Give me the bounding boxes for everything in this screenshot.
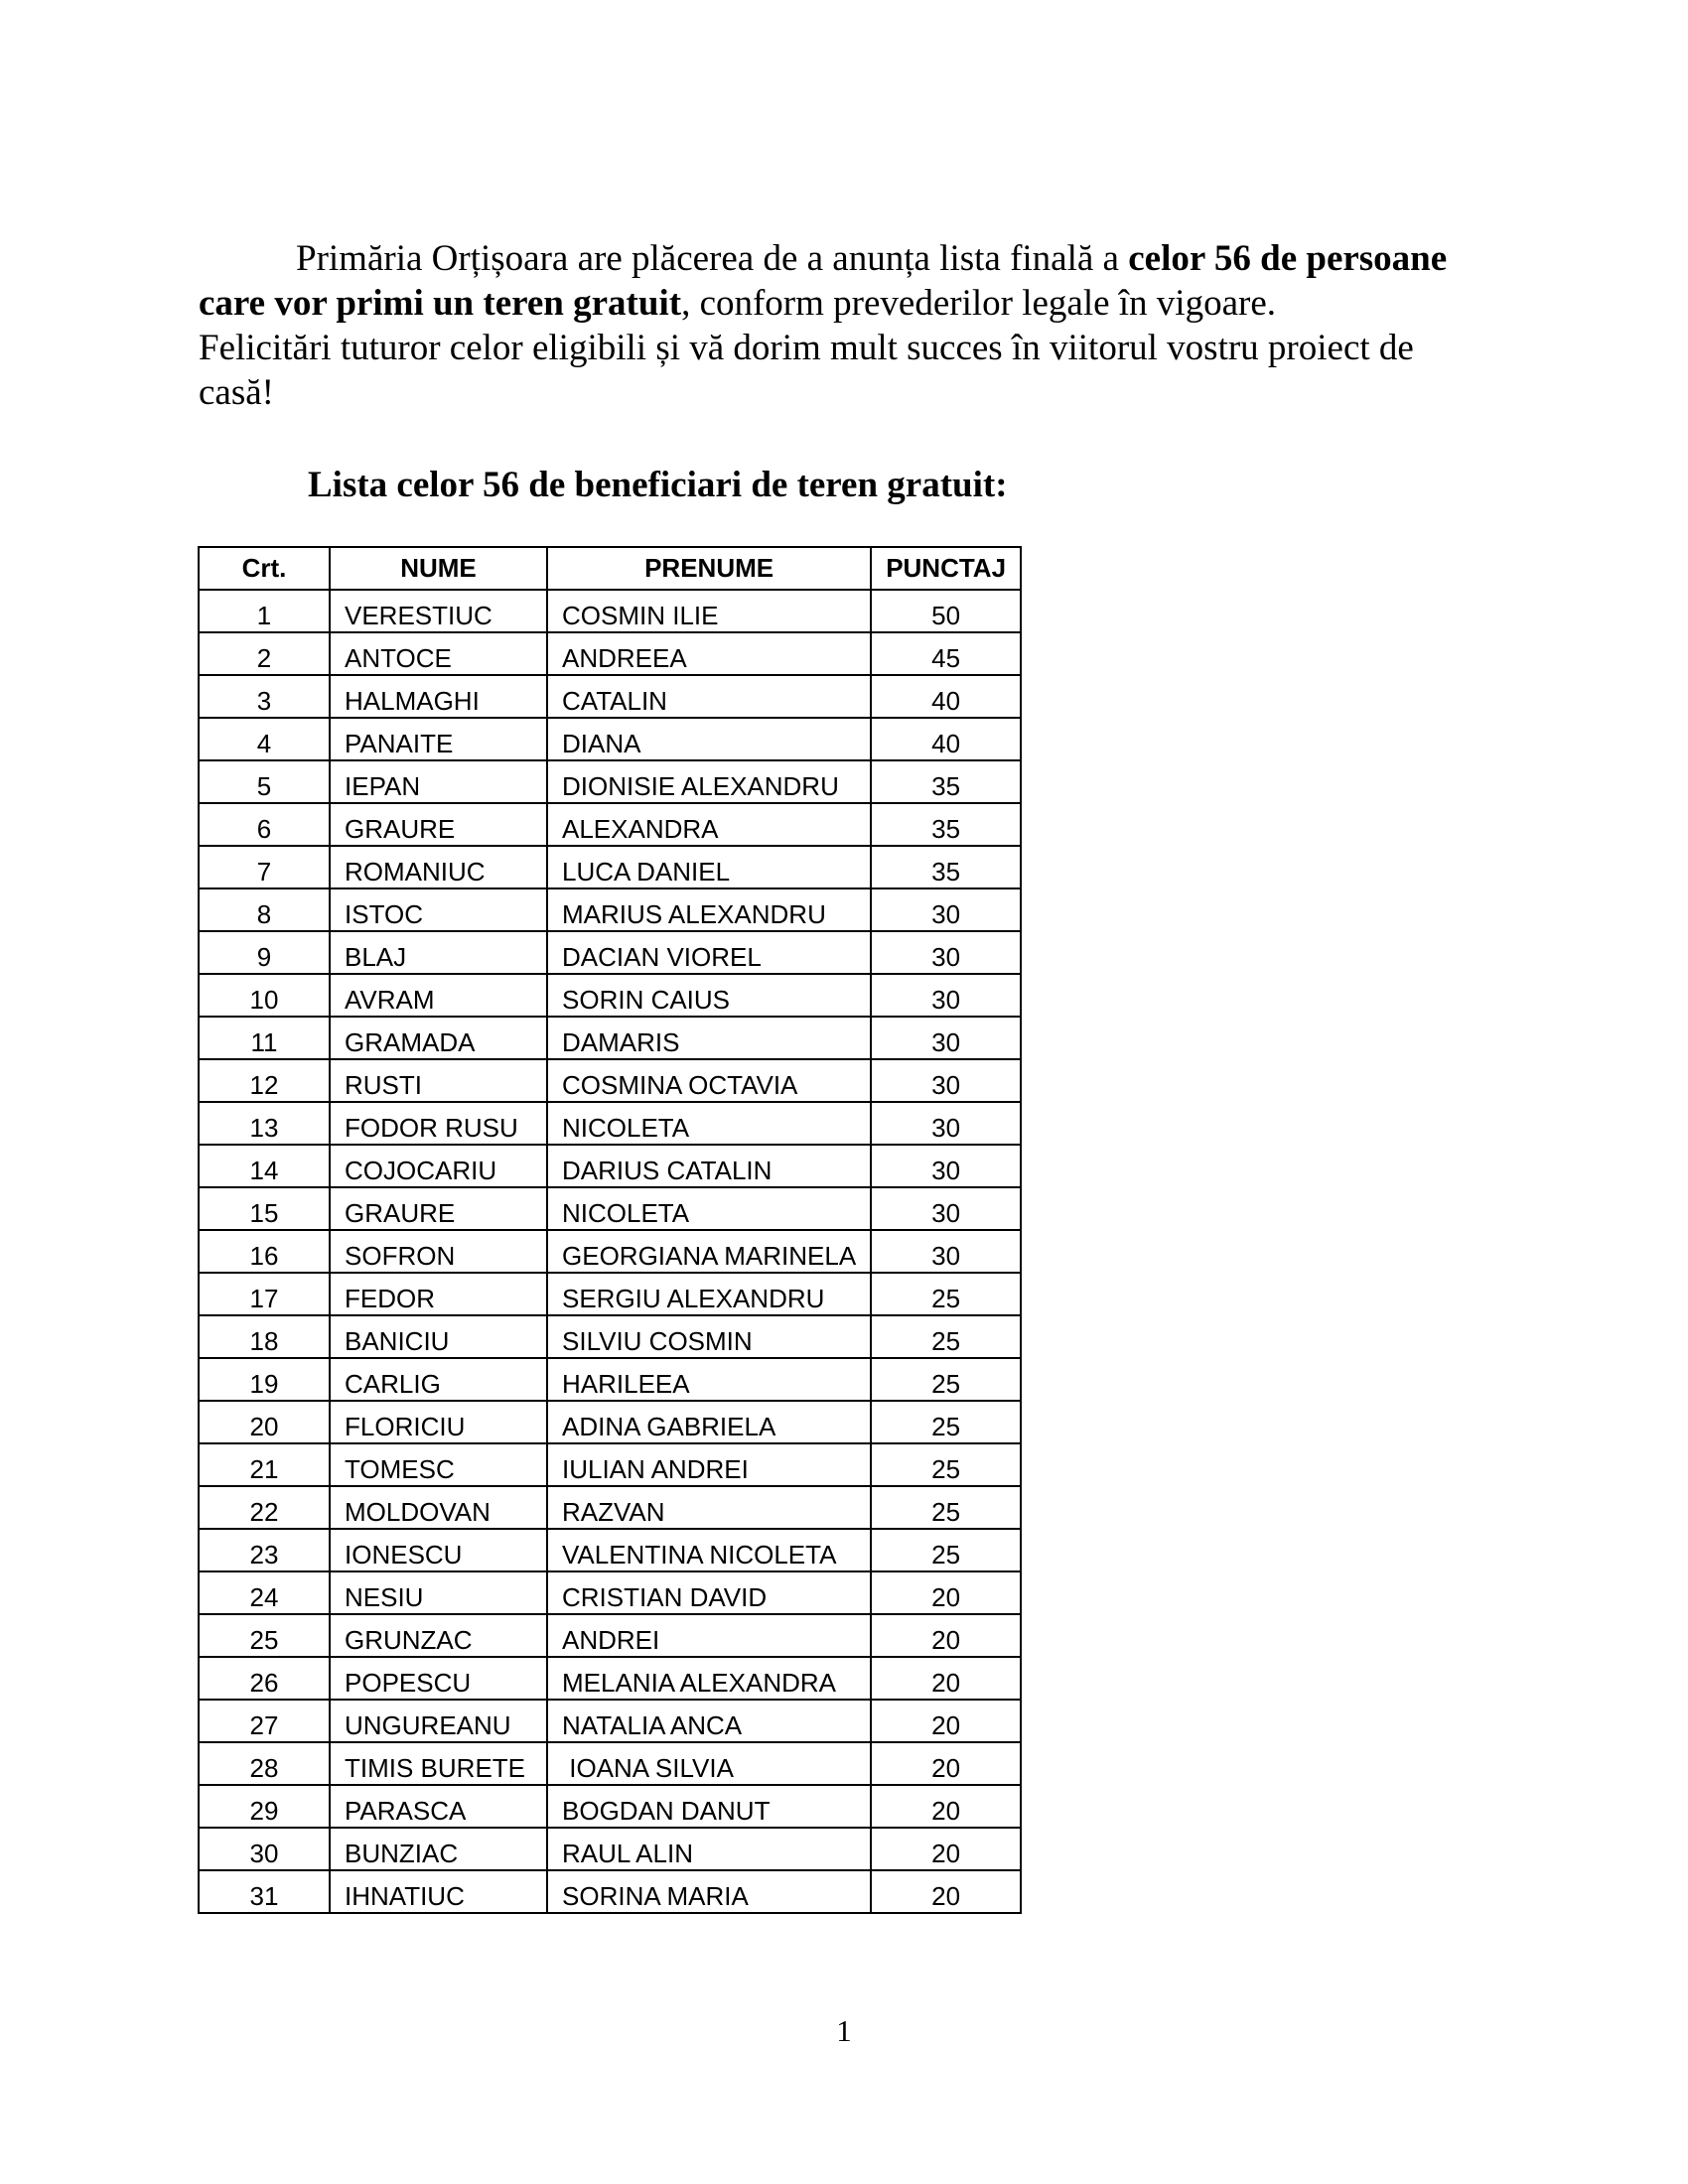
- first-name: DAMARIS: [547, 1017, 871, 1059]
- last-name: MOLDOVAN: [330, 1486, 547, 1529]
- row-number: 18: [199, 1315, 330, 1358]
- table-row: [199, 1700, 1021, 1742]
- row-number: 19: [199, 1358, 330, 1401]
- table-row: [199, 1657, 1021, 1700]
- table-row: [199, 888, 1021, 931]
- first-name: COSMIN ILIE: [547, 590, 871, 632]
- first-name: ANDREEA: [547, 632, 871, 675]
- first-name: MELANIA ALEXANDRA: [547, 1657, 871, 1700]
- row-number: 13: [199, 1102, 330, 1145]
- row-number: 4: [199, 718, 330, 760]
- last-name: GRUNZAC: [330, 1614, 547, 1657]
- row-number: 5: [199, 760, 330, 803]
- last-name: NESIU: [330, 1571, 547, 1614]
- score: 30: [871, 931, 1021, 974]
- score: 20: [871, 1828, 1021, 1870]
- last-name: BUNZIAC: [330, 1828, 547, 1870]
- score: 35: [871, 846, 1021, 888]
- row-number: 3: [199, 675, 330, 718]
- table-row: [199, 1742, 1021, 1785]
- last-name: FEDOR: [330, 1273, 547, 1315]
- first-name: COSMINA OCTAVIA: [547, 1059, 871, 1102]
- table-header-row: [199, 547, 1021, 590]
- row-number: 23: [199, 1529, 330, 1571]
- row-number: 29: [199, 1785, 330, 1828]
- table-row: [199, 1059, 1021, 1102]
- row-number: 21: [199, 1443, 330, 1486]
- table-row: [199, 590, 1021, 632]
- score: 30: [871, 1059, 1021, 1102]
- table-row: [199, 1614, 1021, 1657]
- score: 20: [871, 1657, 1021, 1700]
- first-name: NICOLETA: [547, 1187, 871, 1230]
- row-number: 31: [199, 1870, 330, 1913]
- intro-text: [199, 236, 1489, 415]
- row-number: 2: [199, 632, 330, 675]
- table-row: [199, 803, 1021, 846]
- first-name: SORIN CAIUS: [547, 974, 871, 1017]
- table-row: [199, 675, 1021, 718]
- first-name: DARIUS CATALIN: [547, 1145, 871, 1187]
- last-name: ANTOCE: [330, 632, 547, 675]
- first-name: MARIUS ALEXANDRU: [547, 888, 871, 931]
- last-name: VERESTIUC: [330, 590, 547, 632]
- first-name: DIANA: [547, 718, 871, 760]
- first-name: SILVIU COSMIN: [547, 1315, 871, 1358]
- last-name: ISTOC: [330, 888, 547, 931]
- page-number: 1: [836, 2013, 852, 2048]
- table-row: [199, 1785, 1021, 1828]
- first-name: NICOLETA: [547, 1102, 871, 1145]
- header-nume: NUME: [330, 547, 547, 590]
- intro-suffix: , conform prevederilor legale în vigoare.: [681, 283, 1276, 324]
- table-body: [199, 590, 1021, 1913]
- first-name: GEORGIANA MARINELA: [547, 1230, 871, 1273]
- last-name: POPESCU: [330, 1657, 547, 1700]
- score: 20: [871, 1614, 1021, 1657]
- row-number: 25: [199, 1614, 330, 1657]
- first-name: NATALIA ANCA: [547, 1700, 871, 1742]
- score: 30: [871, 1145, 1021, 1187]
- header-prenume: PRENUME: [547, 547, 871, 590]
- table-row: [199, 1870, 1021, 1913]
- last-name: COJOCARIU: [330, 1145, 547, 1187]
- score: 20: [871, 1785, 1021, 1828]
- intro-bold: celor 56 de persoane care vor primi un teren gratuit: [199, 238, 1448, 324]
- last-name: ROMANIUC: [330, 846, 547, 888]
- score: 30: [871, 1102, 1021, 1145]
- table-row: [199, 1443, 1021, 1486]
- row-number: 16: [199, 1230, 330, 1273]
- first-name: LUCA DANIEL: [547, 846, 871, 888]
- score: 25: [871, 1358, 1021, 1401]
- last-name: RUSTI: [330, 1059, 547, 1102]
- first-name: DACIAN VIOREL: [547, 931, 871, 974]
- row-number: 1: [199, 590, 330, 632]
- last-name: HALMAGHI: [330, 675, 547, 718]
- last-name: SOFRON: [330, 1230, 547, 1273]
- row-number: 20: [199, 1401, 330, 1443]
- table-row: [199, 1145, 1021, 1187]
- table-row: [199, 846, 1021, 888]
- congrats-paragraph: Felicitări tuturor celor eligibili și vă dorim mult succes în viitorul vostru proiect de casă!: [199, 328, 1414, 413]
- table-row: [199, 1230, 1021, 1273]
- score: 25: [871, 1443, 1021, 1486]
- score: 20: [871, 1571, 1021, 1614]
- first-name: ANDREI: [547, 1614, 871, 1657]
- list-heading: Lista celor 56 de beneficiari de teren gratuit:: [308, 465, 1008, 505]
- first-name: BOGDAN DANUT: [547, 1785, 871, 1828]
- table-row: [199, 931, 1021, 974]
- table-row: [199, 1315, 1021, 1358]
- last-name: PANAITE: [330, 718, 547, 760]
- row-number: 17: [199, 1273, 330, 1315]
- first-name: SERGIU ALEXANDRU: [547, 1273, 871, 1315]
- table-row: [199, 1273, 1021, 1315]
- last-name: PARASCA: [330, 1785, 547, 1828]
- first-name: CATALIN: [547, 675, 871, 718]
- table-row: [199, 632, 1021, 675]
- score: 25: [871, 1486, 1021, 1529]
- row-number: 30: [199, 1828, 330, 1870]
- score: 35: [871, 760, 1021, 803]
- table-row: [199, 1571, 1021, 1614]
- row-number: 24: [199, 1571, 330, 1614]
- last-name: GRAURE: [330, 803, 547, 846]
- last-name: UNGUREANU: [330, 1700, 547, 1742]
- row-number: 15: [199, 1187, 330, 1230]
- first-name: ADINA GABRIELA: [547, 1401, 871, 1443]
- score: 25: [871, 1529, 1021, 1571]
- row-number: 10: [199, 974, 330, 1017]
- last-name: CARLIG: [330, 1358, 547, 1401]
- row-number: 11: [199, 1017, 330, 1059]
- table-row: [199, 1017, 1021, 1059]
- score: 20: [871, 1870, 1021, 1913]
- score: 30: [871, 974, 1021, 1017]
- row-number: 28: [199, 1742, 330, 1785]
- table-row: [199, 718, 1021, 760]
- first-name: ALEXANDRA: [547, 803, 871, 846]
- intro-paragraph: [199, 236, 1489, 326]
- first-name: IOANA SILVIA: [547, 1742, 871, 1785]
- last-name: TIMIS BURETE: [330, 1742, 547, 1785]
- last-name: IONESCU: [330, 1529, 547, 1571]
- first-name: DIONISIE ALEXANDRU: [547, 760, 871, 803]
- table-row: [199, 1358, 1021, 1401]
- last-name: TOMESC: [330, 1443, 547, 1486]
- last-name: IEPAN: [330, 760, 547, 803]
- row-number: 6: [199, 803, 330, 846]
- score: 30: [871, 888, 1021, 931]
- header-crt: Crt.: [199, 547, 330, 590]
- first-name: RAZVAN: [547, 1486, 871, 1529]
- row-number: 26: [199, 1657, 330, 1700]
- last-name: FODOR RUSU: [330, 1102, 547, 1145]
- table-row: [199, 1529, 1021, 1571]
- intro-prefix: Primăria Orțișoara are plăcerea de a anunța lista finală a: [296, 238, 1129, 279]
- table-row: [199, 1828, 1021, 1870]
- last-name: FLORICIU: [330, 1401, 547, 1443]
- score: 35: [871, 803, 1021, 846]
- beneficiaries-table: [198, 546, 1022, 1914]
- score: 30: [871, 1230, 1021, 1273]
- first-name: RAUL ALIN: [547, 1828, 871, 1870]
- row-number: 22: [199, 1486, 330, 1529]
- row-number: 8: [199, 888, 330, 931]
- last-name: GRAURE: [330, 1187, 547, 1230]
- score: 30: [871, 1187, 1021, 1230]
- row-number: 27: [199, 1700, 330, 1742]
- score: 40: [871, 675, 1021, 718]
- score: 25: [871, 1273, 1021, 1315]
- score: 25: [871, 1401, 1021, 1443]
- score: 25: [871, 1315, 1021, 1358]
- score: 20: [871, 1700, 1021, 1742]
- first-name: VALENTINA NICOLETA: [547, 1529, 871, 1571]
- row-number: 14: [199, 1145, 330, 1187]
- last-name: BANICIU: [330, 1315, 547, 1358]
- header-punctaj: PUNCTAJ: [871, 547, 1021, 590]
- first-name: SORINA MARIA: [547, 1870, 871, 1913]
- table-row: [199, 974, 1021, 1017]
- row-number: 9: [199, 931, 330, 974]
- last-name: BLAJ: [330, 931, 547, 974]
- first-name: IULIAN ANDREI: [547, 1443, 871, 1486]
- table-row: [199, 1486, 1021, 1529]
- table-row: [199, 760, 1021, 803]
- row-number: 12: [199, 1059, 330, 1102]
- table-row: [199, 1187, 1021, 1230]
- table-row: [199, 1401, 1021, 1443]
- score: 20: [871, 1742, 1021, 1785]
- table-row: [199, 1102, 1021, 1145]
- last-name: IHNATIUC: [330, 1870, 547, 1913]
- score: 45: [871, 632, 1021, 675]
- row-number: 7: [199, 846, 330, 888]
- last-name: AVRAM: [330, 974, 547, 1017]
- last-name: GRAMADA: [330, 1017, 547, 1059]
- score: 50: [871, 590, 1021, 632]
- first-name: CRISTIAN DAVID: [547, 1571, 871, 1614]
- first-name: HARILEEA: [547, 1358, 871, 1401]
- score: 40: [871, 718, 1021, 760]
- score: 30: [871, 1017, 1021, 1059]
